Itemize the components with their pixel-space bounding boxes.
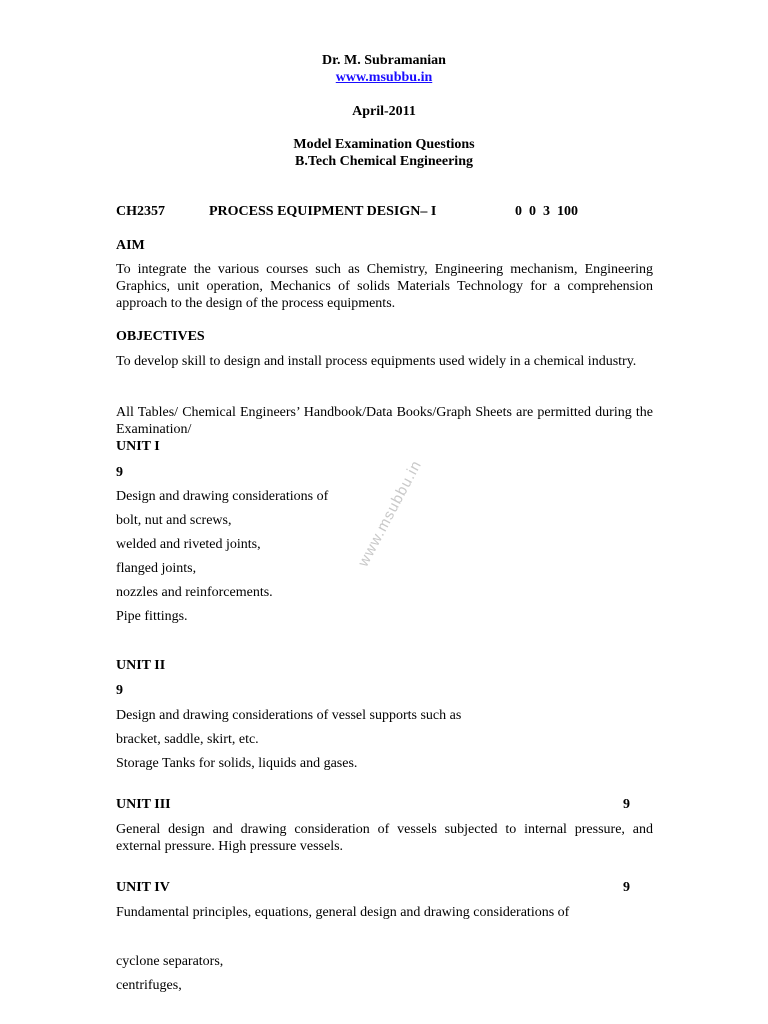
unit-4-line: centrifuges,	[116, 978, 182, 993]
title-line-2: B.Tech Chemical Engineering	[295, 154, 473, 169]
unit-1-heading: UNIT I	[116, 439, 160, 454]
unit-4-heading: UNIT IV	[116, 880, 170, 895]
unit-1-line: Pipe fittings.	[116, 609, 188, 624]
exam-date: April-2011	[352, 104, 416, 119]
unit-3-hours: 9	[623, 797, 630, 812]
course-code: CH2357	[116, 204, 165, 219]
title-line-1: Model Examination Questions	[293, 137, 475, 152]
author-name: Dr. M. Subramanian	[322, 53, 446, 68]
unit-4-line: cyclone separators,	[116, 954, 224, 969]
objectives-heading: OBJECTIVES	[116, 329, 205, 344]
watermark: www.msubbu.in	[354, 457, 426, 570]
unit-1-line: bolt, nut and screws,	[116, 513, 232, 528]
unit-2-heading: UNIT II	[116, 658, 166, 673]
unit-4-hours: 9	[623, 880, 630, 895]
course-name: PROCESS EQUIPMENT DESIGN– I	[209, 204, 437, 219]
unit-2-line: bracket, saddle, skirt, etc.	[116, 732, 259, 747]
exam-note: All Tables/ Chemical Engineers’ Handbook/Data Books/Graph Sheets are permitted during the Examination/	[116, 405, 653, 437]
unit-1-hours: 9	[116, 465, 123, 480]
unit-2-line: Storage Tanks for solids, liquids and gases.	[116, 756, 358, 771]
aim-text: To integrate the various courses such as Chemistry, Engineering mechanism, Engineering Graphics, unit operation, Mechanics of solids Materials Technology for a comprehension approach to the design of the process equipments.	[116, 262, 653, 311]
unit-1-line: welded and riveted joints,	[116, 537, 261, 552]
website-link[interactable]: www.msubbu.in	[335, 70, 433, 85]
course-credits: 0 0 3 100	[515, 204, 578, 219]
unit-1-line: nozzles and reinforcements.	[116, 585, 273, 600]
objectives-text: To develop skill to design and install process equipments used widely in a chemical industry.	[116, 354, 637, 369]
unit-2-hours: 9	[116, 683, 123, 698]
unit-1-line: flanged joints,	[116, 561, 197, 576]
unit-3-text: General design and drawing consideration of vessels subjected to internal pressure, and external pressure. High pressure vessels.	[116, 822, 653, 854]
unit-2-line: Design and drawing considerations of vessel supports such as	[116, 708, 462, 723]
unit-4-line: Fundamental principles, equations, general design and drawing considerations of	[116, 905, 570, 920]
unit-3-heading: UNIT III	[116, 797, 171, 812]
unit-1-line: Design and drawing considerations of	[116, 489, 329, 504]
aim-heading: AIM	[116, 238, 145, 253]
